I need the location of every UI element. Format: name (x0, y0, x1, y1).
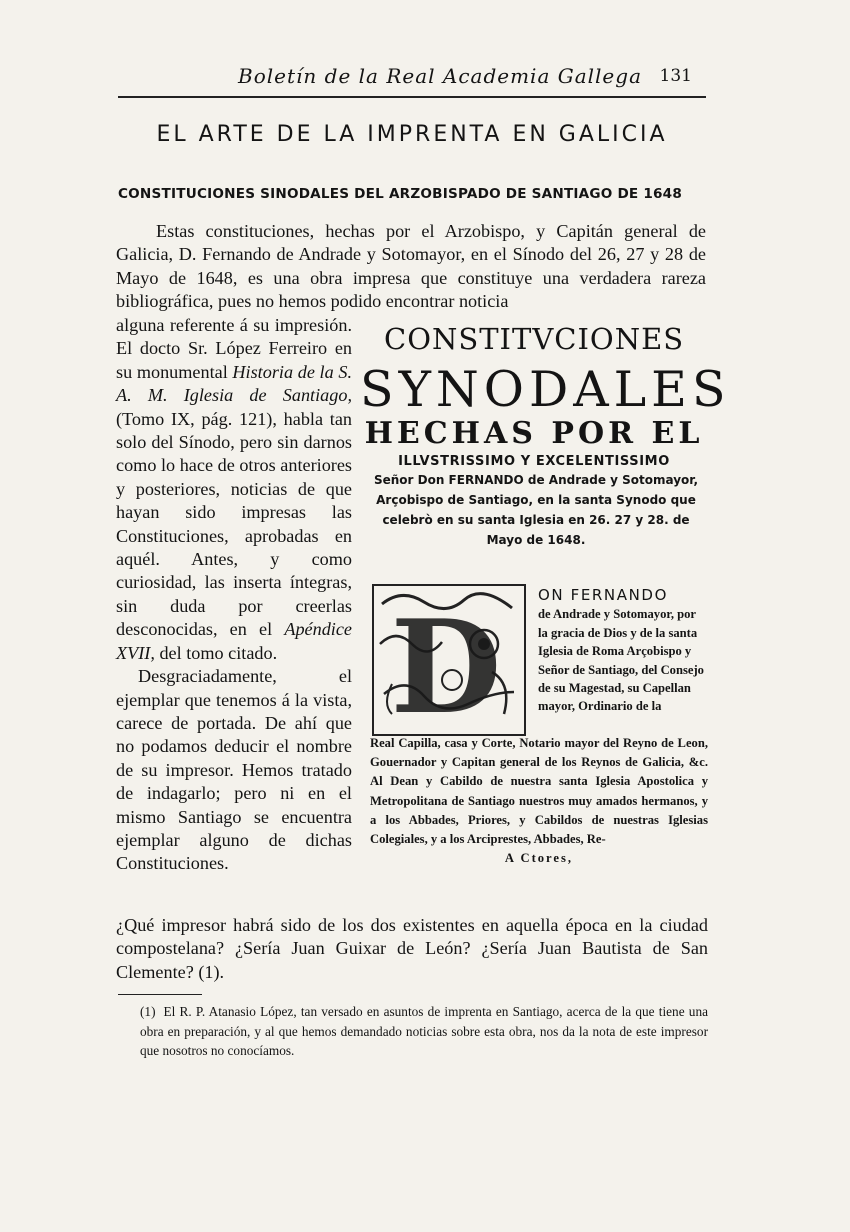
facsimile-line-synodales: SYNODALES (360, 361, 731, 418)
facsimile-body-right-text: de Andrade y Sotomayor, por la gracia de Dios y de la santa Iglesia de Roma Arçobispo y Señor de Santiago, del Consejo de su Magestad, su Capellan mayor, Ordinario de la (538, 607, 704, 714)
footnote-mark: (1) (140, 1004, 156, 1019)
facsimile-line-hechas: HECHAS POR EL (364, 416, 704, 451)
page-number: 131 (659, 66, 692, 86)
svg-text:D: D (390, 593, 502, 736)
facsimile-line-constituciones: CONSTITVCIONES (384, 322, 685, 356)
left-column-paragraph-1 (116, 314, 352, 665)
journal-title: Boletín de la Real Academia Gallega (238, 64, 642, 88)
facsimile-title-page (360, 316, 731, 906)
closing-paragraph (116, 914, 708, 984)
paragraph-1-text-c: del tomo citado. (154, 642, 278, 663)
facsimile-body-first-line: ON FERNANDO (538, 586, 668, 604)
facsimile-body-full (370, 734, 708, 868)
left-column-paragraph-2: Desgraciadamente, el ejemplar que tenemos á la vista, carece de portada. De ahí que no podamos deducir el nombre de su impresor. Hemos tratado de indagarlo; pero ni en el mismo Santiago se encuentra ejemplar alguno de dichas Constituciones. (116, 666, 352, 874)
appendix-reference: Apéndice XVII, (116, 619, 352, 663)
closing-text: ¿Qué impresor habrá sido de los dos existentes en aquella época en la ciudad compostelana? ¿Sería Juan Guixar de León? ¿Sería Juan Bautista de San Clemente? (1). (116, 915, 708, 982)
decorated-initial-d (372, 584, 526, 736)
paragraph-1-text-a: alguna referente á su impresión. El docto Sr. López Ferreiro en su monumental (116, 315, 352, 382)
article-title: EL ARTE DE LA IMPRENTA EN GALICIA (156, 122, 668, 147)
facsimile-line-illustrissimo: ILLVSTRISSIMO Y EXCELENTISSIMO (398, 454, 670, 469)
facsimile-body-last-line: A Ctores, (504, 851, 574, 866)
intro-text: Estas constituciones, hechas por el Arzobispo, y Capitán general de Galicia, D. Fernando de Andrade y Sotomayor, en el Sínodo del 26, 27 y 28 de Mayo de 1648, es una obra impresa que constituye una verdadera rareza bibliográfica, pues no hemos podido encontrar noticia (116, 221, 706, 312)
facsimile-body-full-text: Real Capilla, casa y Corte, Notario mayor del Reyno de Leon, Gouernador y Capitan general de los Reynos de Galicia, &c. Al Dean y Cabildo de nuestra santa Iglesia Apostolica y Metropolitana de Santiago nuestros muy amados hermanos, y a los Abbades, Priores, y Cabildos de nuestras Iglesias Colegiales, y a los Arciprestes, Abbades, Re- (370, 736, 708, 847)
footnote-text: El R. P. Atanasio López, tan versado en asuntos de imprenta en Santiago, acerca de la que tiene una obra en preparación, y al que hemos demandado noticias sobre esta obra, nos da la nota de este impresor que nosotros no conocíamos. (140, 1004, 708, 1058)
footnote-divider (118, 994, 202, 995)
left-column (116, 314, 352, 876)
book-title-historia: Historia de la S. A. M. Iglesia de Santiago, (116, 361, 352, 406)
intro-paragraph (116, 220, 706, 314)
section-heading: CONSTITUCIONES SINODALES DEL ARZOBISPADO DE SANTIAGO DE 1648 (118, 186, 682, 202)
facsimile-line-senor: Señor Don FERNANDO de Andrade y Sotomayor, Arçobispo de Santiago, en la santa Synodo que celebrò en su santa Iglesia en 26. 27 y 28. de Mayo de 1648. (373, 473, 699, 547)
footnote (140, 1002, 708, 1061)
facsimile-body-right (538, 586, 706, 716)
ornament-initial-icon (372, 584, 526, 736)
running-header (118, 62, 706, 98)
paragraph-1-text-b: (Tomo IX, pág. 121), habla tan solo del Sínodo, pero sin darnos como lo hace de otros anteriores y posteriores, noticias de que hayan sido impresas las Constituciones, aprobadas en aquél. Antes, y como curiosidad, las inserta íntegras, sin duda por creerlas desconocidas, en el (116, 408, 352, 640)
